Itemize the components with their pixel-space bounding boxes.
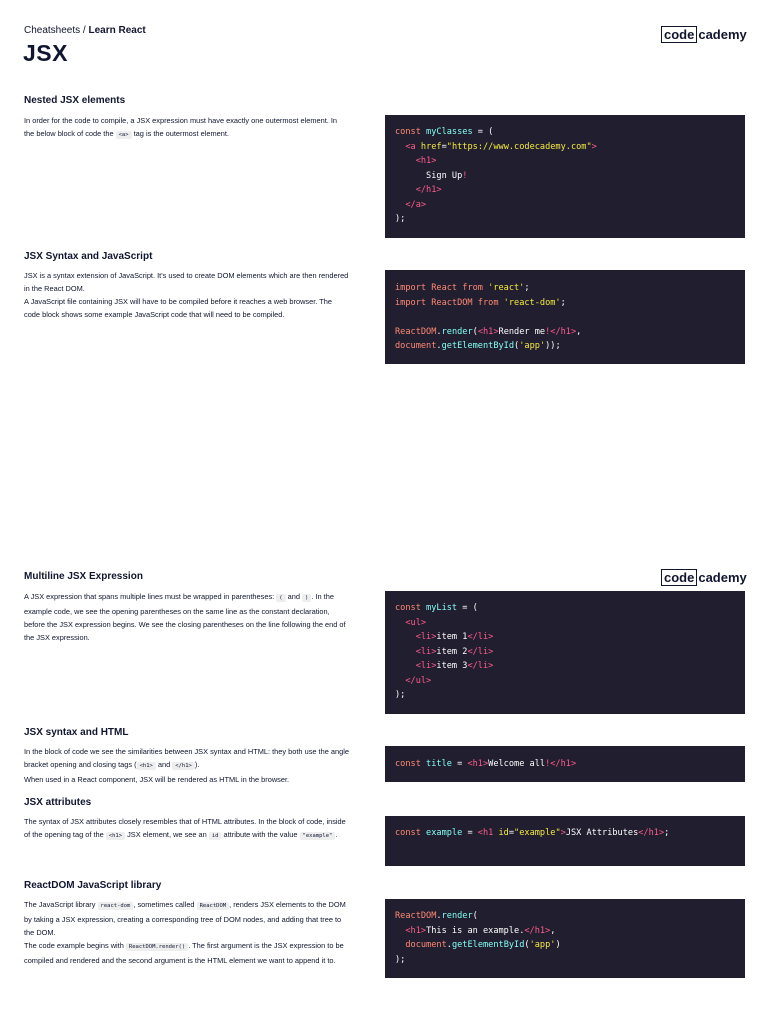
code-token <box>395 632 416 642</box>
code-line <box>395 140 735 155</box>
paragraph-text: , renders JSX elements to the DOM by taking a JSX expression, creating a corresponding tree of DOM nodes, and adding that tree to the DOM. <box>24 900 346 937</box>
code-token: <h1> <box>415 156 437 166</box>
paragraph-text: . <box>335 830 338 839</box>
code-token: ); <box>395 690 406 700</box>
code-token: ; <box>664 828 670 838</box>
code-token: JSX Attributes <box>565 828 639 838</box>
code-token: . <box>436 326 442 337</box>
logo-rest-text: cademy <box>698 27 747 42</box>
code-token <box>395 618 405 628</box>
code-line <box>395 183 735 198</box>
paragraph-text: A JSX expression that spans multiple lines must be wrapped in parentheses: <box>24 592 277 601</box>
inline-code: ReactDOM <box>197 902 230 910</box>
code-line <box>395 757 735 772</box>
code-token: Render me <box>498 326 546 337</box>
code-line <box>395 154 735 169</box>
logo-box-text: code <box>661 26 697 43</box>
code-token: ( <box>472 326 478 337</box>
section-heading-jsx-syntax-js: JSX Syntax and JavaScript <box>24 251 153 262</box>
code-token: from <box>477 297 504 308</box>
breadcrumb-current[interactable]: Learn React <box>88 25 146 36</box>
code-token: > <box>560 828 566 838</box>
code-token: 'app' <box>529 940 556 950</box>
section-heading-nested-jsx: Nested JSX elements <box>24 95 126 106</box>
code-token <box>395 156 416 166</box>
code-line <box>395 826 735 841</box>
inline-code: ReactDOM.render() <box>126 943 188 951</box>
code-token: 'app' <box>519 341 546 351</box>
code-token: </li> <box>467 646 494 657</box>
codecademy-logo-page2[interactable] <box>661 569 747 586</box>
paragraph-text: When used in a React component, JSX will be rendered as HTML in the browser. <box>24 775 290 784</box>
code-token: = <box>462 828 478 838</box>
code-line <box>395 310 735 325</box>
code-token: href <box>420 141 442 152</box>
inline-code: <h1> <box>137 762 156 770</box>
code-token: ReactDOM <box>395 326 437 337</box>
code-token: <li> <box>415 646 437 657</box>
paragraph-text: JSX is a syntax extension of JavaScript. It's used to create DOM elements which are then rendered in the React DOM. <box>24 271 349 293</box>
code-token: ) <box>555 940 561 950</box>
code-line <box>395 688 735 703</box>
code-token: = <box>451 759 468 769</box>
code-line <box>395 601 735 616</box>
inline-code: id <box>209 832 222 840</box>
code-token: <h1 <box>477 828 499 838</box>
inline-code: </h1> <box>172 762 195 770</box>
code-token: item 2 <box>436 646 468 657</box>
code-line <box>395 938 735 953</box>
page-title: JSX <box>23 40 68 66</box>
code-token <box>395 647 416 657</box>
code-token: = ( <box>457 603 478 613</box>
code-token: item 3 <box>436 661 468 671</box>
code-token: getElementById <box>441 341 515 351</box>
code-token: 'react' <box>488 283 525 293</box>
code-token: Welcome all <box>488 759 546 769</box>
code-token <box>395 200 405 210</box>
code-token: !</h1> <box>545 759 577 769</box>
code-token: , <box>550 925 556 936</box>
inline-code: ) <box>302 594 311 602</box>
inline-code: react-dom <box>98 902 134 910</box>
code-token <box>395 676 405 686</box>
code-token: = <box>441 141 447 152</box>
code-token: from <box>462 283 489 293</box>
code-line <box>395 296 735 311</box>
section-heading-multiline-jsx: Multiline JSX Expression <box>24 571 143 582</box>
section-text-jsx-attributes <box>24 815 349 843</box>
code-token <box>395 940 405 950</box>
code-line <box>395 659 735 674</box>
code-token: , <box>576 326 582 337</box>
inline-code: "example" <box>300 832 336 840</box>
code-block-jsx-attributes <box>385 816 745 866</box>
code-token <box>395 926 405 936</box>
logo-box-text: code <box>661 569 697 586</box>
code-block-multiline-jsx <box>385 591 745 714</box>
paragraph-text: The syntax of JSX attributes closely resembles that of HTML attributes. In the block of code, inside of the opening tag of the <box>24 817 346 839</box>
section-text-reactdom <box>24 898 349 967</box>
logo-rest-text: cademy <box>698 570 747 585</box>
code-token: ); <box>395 214 406 224</box>
code-token: <h1> <box>405 925 427 936</box>
section-heading-jsx-html: JSX syntax and HTML <box>24 727 129 738</box>
code-line <box>395 924 735 939</box>
code-token <box>395 185 416 195</box>
code-token: ( <box>514 341 520 351</box>
section-heading-reactdom: ReactDOM JavaScript library <box>24 880 162 891</box>
code-token: <li> <box>415 661 437 671</box>
code-block-reactdom <box>385 899 745 978</box>
code-line <box>395 674 735 689</box>
code-line <box>395 169 735 184</box>
paragraph-text: attribute with the value <box>221 830 300 839</box>
code-token: </li> <box>467 661 494 671</box>
code-token: </h1> <box>415 185 442 195</box>
code-line <box>395 953 735 968</box>
code-token: React <box>431 283 463 293</box>
code-token: </a> <box>405 199 427 210</box>
code-token: id <box>498 828 509 838</box>
paragraph-text: A JavaScript file containing JSX will have to be compiled before it reaches a web browser. The code block shows some example JavaScript code that will need to be compiled. <box>24 297 332 319</box>
section-text-multiline-jsx <box>24 590 349 644</box>
code-token: </li> <box>467 632 494 642</box>
paragraph-text: The JavaScript library <box>24 900 98 909</box>
code-token: ; <box>524 283 530 293</box>
code-line <box>395 198 735 213</box>
code-line <box>395 909 735 924</box>
code-token <box>395 142 405 152</box>
paragraph-text: In the block of code we see the similarities between JSX syntax and HTML: they both use the angle bracket opening and closing tags ( <box>24 747 349 769</box>
code-token: !</h1> <box>545 326 577 337</box>
code-token: item 1 <box>436 632 468 642</box>
code-block-nested-jsx <box>385 115 745 238</box>
code-token: <h1> <box>477 326 499 337</box>
breadcrumb-separator: / <box>80 25 89 36</box>
code-token: )); <box>545 341 561 351</box>
code-block-jsx-html <box>385 746 745 782</box>
code-token: This is an example. <box>426 925 525 936</box>
code-token: const <box>395 127 427 137</box>
code-token: <li> <box>415 632 437 642</box>
code-token: ReactDOM <box>395 911 437 921</box>
breadcrumb-link-cheatsheets[interactable]: Cheatsheets <box>24 25 81 36</box>
code-token: </ul> <box>405 675 432 686</box>
code-token: title <box>426 759 452 769</box>
code-token: document <box>405 940 447 950</box>
code-line <box>395 645 735 660</box>
code-token: ); <box>395 954 406 965</box>
code-token: render <box>441 326 473 337</box>
code-line <box>395 325 735 340</box>
code-token: . <box>436 341 442 351</box>
code-line <box>395 212 735 227</box>
code-line <box>395 630 735 645</box>
code-token: import <box>395 297 432 308</box>
paragraph-text: , sometimes called <box>133 900 197 909</box>
code-token: . <box>436 911 442 921</box>
paragraph-text: and <box>285 592 303 601</box>
inline-code: <h1> <box>106 832 125 840</box>
paragraph-text: JSX element, we see an <box>125 830 209 839</box>
code-token: "https://www.codecademy.com" <box>446 141 592 152</box>
code-token: </h1> <box>638 828 665 838</box>
code-token: ( <box>472 911 478 921</box>
code-token: getElementById <box>451 940 525 950</box>
paragraph-text: and <box>155 760 173 769</box>
section-text-jsx-html <box>24 745 349 786</box>
code-token <box>395 661 416 671</box>
code-token: = <box>508 828 515 838</box>
inline-code: ( <box>276 594 285 602</box>
code-token: const <box>395 603 427 613</box>
code-token: import <box>395 283 432 293</box>
code-token: 'react-dom' <box>503 297 561 308</box>
code-token: example <box>426 828 463 838</box>
code-line <box>395 339 735 354</box>
code-token: const <box>395 828 427 838</box>
paragraph-text: ). <box>194 760 200 769</box>
section-text-jsx-syntax-js <box>24 269 349 321</box>
code-token: ! <box>462 170 468 181</box>
paragraph-text: . The first argument is the JSX expression to be compiled and rendered and the second argument is the HTML element we want to append it to. <box>24 941 344 965</box>
code-line <box>395 281 735 296</box>
code-token: document <box>395 341 437 351</box>
code-token: myClasses <box>426 127 473 137</box>
code-token: <ul> <box>405 617 427 628</box>
code-token: ReactDOM <box>431 297 478 308</box>
paragraph-text: In order for the code to compile, a JSX expression must have exactly one outermost element. In the below block of code the <box>24 116 338 138</box>
code-token: ; <box>560 297 566 308</box>
code-token: Sign Up <box>395 170 463 181</box>
code-token: = ( <box>472 127 494 137</box>
code-token: </h1> <box>524 925 551 936</box>
paragraph-text: tag is the outermost element. <box>131 129 229 138</box>
code-token: render <box>441 911 473 921</box>
code-token: . <box>446 940 452 950</box>
paragraph-text: . In the example code, we see the opening parentheses on the same line as the constant declaration, before the JSX expression begins. We see the closing parentheses on the line following the end of the JSX expression. <box>24 592 346 642</box>
section-text-nested-jsx <box>24 114 349 142</box>
code-token: > <box>591 141 597 152</box>
code-token: "example" <box>514 828 561 838</box>
code-token: myList <box>426 603 458 613</box>
code-block-jsx-syntax-js <box>385 270 745 364</box>
code-line <box>395 125 735 140</box>
inline-code: <a> <box>116 131 132 139</box>
breadcrumb <box>24 25 146 36</box>
code-line <box>395 616 735 631</box>
code-token: <h1> <box>467 759 489 769</box>
section-heading-jsx-attributes: JSX attributes <box>24 797 92 808</box>
paragraph-text: The code example begins with <box>24 941 126 950</box>
code-token: <a <box>405 141 421 152</box>
codecademy-logo[interactable] <box>661 26 747 43</box>
code-token: ( <box>524 940 530 950</box>
code-token: const <box>395 759 427 769</box>
